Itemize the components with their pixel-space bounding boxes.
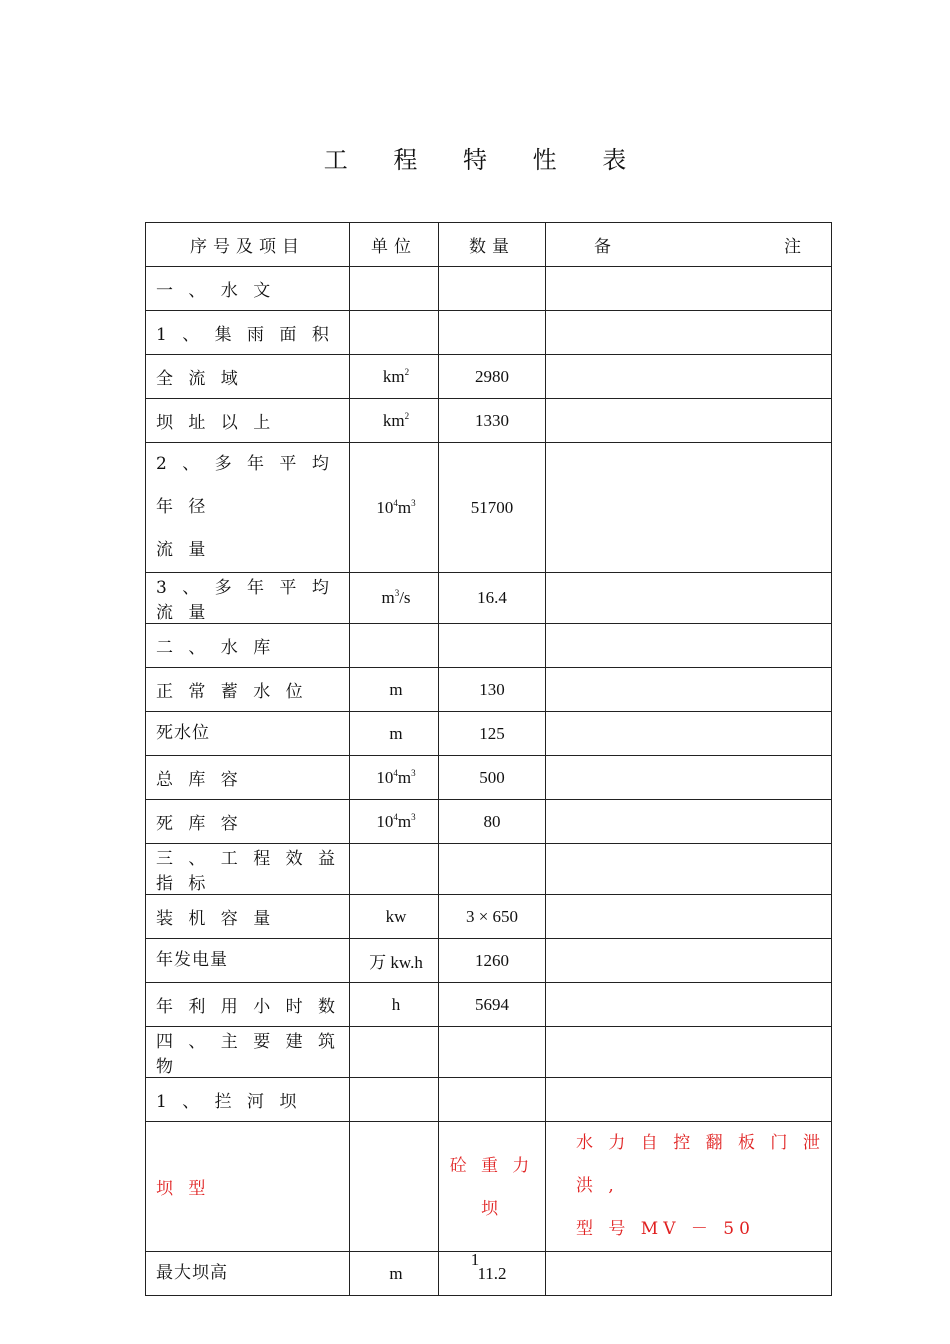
page-number: 1 [470,1250,480,1269]
unit-exponent: 2 [404,366,410,377]
row-note [546,624,832,668]
header-note-left: 备 [594,237,611,257]
row-item: 一 、 水 文 [146,267,350,311]
row-item: 全 流 域 [146,355,350,399]
unit-exponent: 4 [393,811,398,822]
row-item: 坝 型 [146,1122,350,1252]
header-note-right: 注 [784,237,801,257]
row-note [546,399,832,443]
row-unit [350,267,439,311]
row-qty: 1330 [439,399,546,443]
unit-base: 10 [376,497,394,517]
row-item: 年发电量 [146,939,350,983]
row-qty [439,844,546,895]
row-item: 年 利 用 小 时 数 [146,983,350,1027]
row-qty: 500 [439,756,546,800]
table-row [146,399,832,443]
row-note [546,355,832,399]
unit-base: m [397,497,412,517]
header-qty: 数量 [439,223,546,267]
row-note [546,311,832,355]
row-item: 装 机 容 量 [146,895,350,939]
row-note [546,939,832,983]
row-item: 死 库 容 [146,800,350,844]
row-note [546,443,832,573]
row-item: 死水位 [146,712,350,756]
row-qty: 16.4 [439,573,546,624]
row-note [546,1122,832,1252]
row-qty: 51700 [439,443,546,573]
row-item: 总 库 容 [146,756,350,800]
table-row [146,668,832,712]
table-row [146,800,832,844]
unit-exponent: 3 [394,588,400,598]
row-note [546,1078,832,1122]
row-unit [350,624,439,668]
row-unit [350,443,439,573]
unit-base: km [382,410,405,430]
row-item [146,443,350,573]
row-qty-line1: 砼 重 力 [449,1155,535,1175]
row-unit [350,311,439,355]
row-unit [350,844,439,895]
unit-exponent: 3 [411,767,416,778]
row-item: 1 、 集 雨 面 积 [146,311,350,355]
row-item: 坝 址 以 上 [146,399,350,443]
row-qty-line2: 坝 [481,1198,503,1218]
row-unit [350,1027,439,1078]
table-row [146,1078,832,1122]
row-note-line1: 水 力 自 控 翻 板 门 泄 洪 , [576,1133,825,1196]
row-qty [439,624,546,668]
table-row [146,267,832,311]
table-row [146,624,832,668]
unit-exponent: 4 [393,767,398,778]
row-unit [350,573,439,624]
row-qty [439,1122,546,1252]
row-note [546,800,832,844]
row-note [546,895,832,939]
row-item: 最大坝高 [146,1252,350,1296]
table-row [146,355,832,399]
table-row [146,443,832,573]
row-unit: m [350,668,439,712]
row-item: 三 、 工 程 效 益 指 标 [146,844,350,895]
row-item-line2: 流 量 [156,540,211,560]
unit-exponent: 2 [404,410,410,421]
unit-base: m [381,588,395,607]
page-title: 工 程 特 性 表 [323,146,646,174]
row-note [546,668,832,712]
unit-base: km [382,366,405,386]
table-row [146,895,832,939]
unit-base: m [397,811,412,831]
unit-exponent: 3 [411,497,416,508]
row-qty: 80 [439,800,546,844]
row-qty: 125 [439,712,546,756]
row-unit: m [350,1252,439,1296]
row-unit: m [350,712,439,756]
row-unit: h [350,983,439,1027]
table-row [146,311,832,355]
table-row [146,573,832,624]
unit-exponent: 4 [393,497,398,508]
row-item: 3 、 多 年 平 均 流 量 [146,573,350,624]
row-item: 二 、 水 库 [146,624,350,668]
unit-base: m [397,767,412,787]
row-note [546,756,832,800]
row-unit: 万 kw.h [350,939,439,983]
row-item: 正 常 蓄 水 位 [146,668,350,712]
table-row [146,756,832,800]
table-row [146,844,832,895]
unit-base: /s [399,588,411,607]
header-unit: 单位 [350,223,439,267]
header-item: 序号及项目 [146,223,350,267]
row-unit [350,355,439,399]
row-unit [350,1078,439,1122]
row-qty [439,1078,546,1122]
table-row [146,939,832,983]
row-item-line1: 2 、 多 年 平 均 年 径 [156,454,334,517]
row-note [546,844,832,895]
row-qty: 5694 [439,983,546,1027]
unit-base: 10 [376,811,394,831]
spec-table [145,222,832,1296]
row-item: 1 、 拦 河 坝 [146,1078,350,1122]
row-qty [439,1027,546,1078]
table-header-row [146,223,832,267]
table-row [146,1027,832,1078]
row-unit [350,800,439,844]
table-row [146,983,832,1027]
row-note [546,712,832,756]
row-unit [350,1122,439,1252]
row-qty [439,267,546,311]
row-qty: 2980 [439,355,546,399]
table-row [146,712,832,756]
row-note [546,983,832,1027]
row-note-line2: 型 号 MV － 50 [576,1219,755,1239]
header-note [546,223,832,267]
row-unit: kw [350,895,439,939]
row-qty [439,311,546,355]
row-unit [350,756,439,800]
row-note [546,573,832,624]
row-qty: 11.2 [439,1252,546,1296]
row-unit [350,399,439,443]
row-note [546,1027,832,1078]
unit-base: 10 [376,767,394,787]
table-row-dam-type [146,1122,832,1252]
row-qty: 3 × 650 [439,895,546,939]
row-qty: 1260 [439,939,546,983]
row-qty: 130 [439,668,546,712]
row-item: 四 、 主 要 建 筑 物 [146,1027,350,1078]
row-note [546,267,832,311]
unit-exponent: 3 [411,811,416,822]
